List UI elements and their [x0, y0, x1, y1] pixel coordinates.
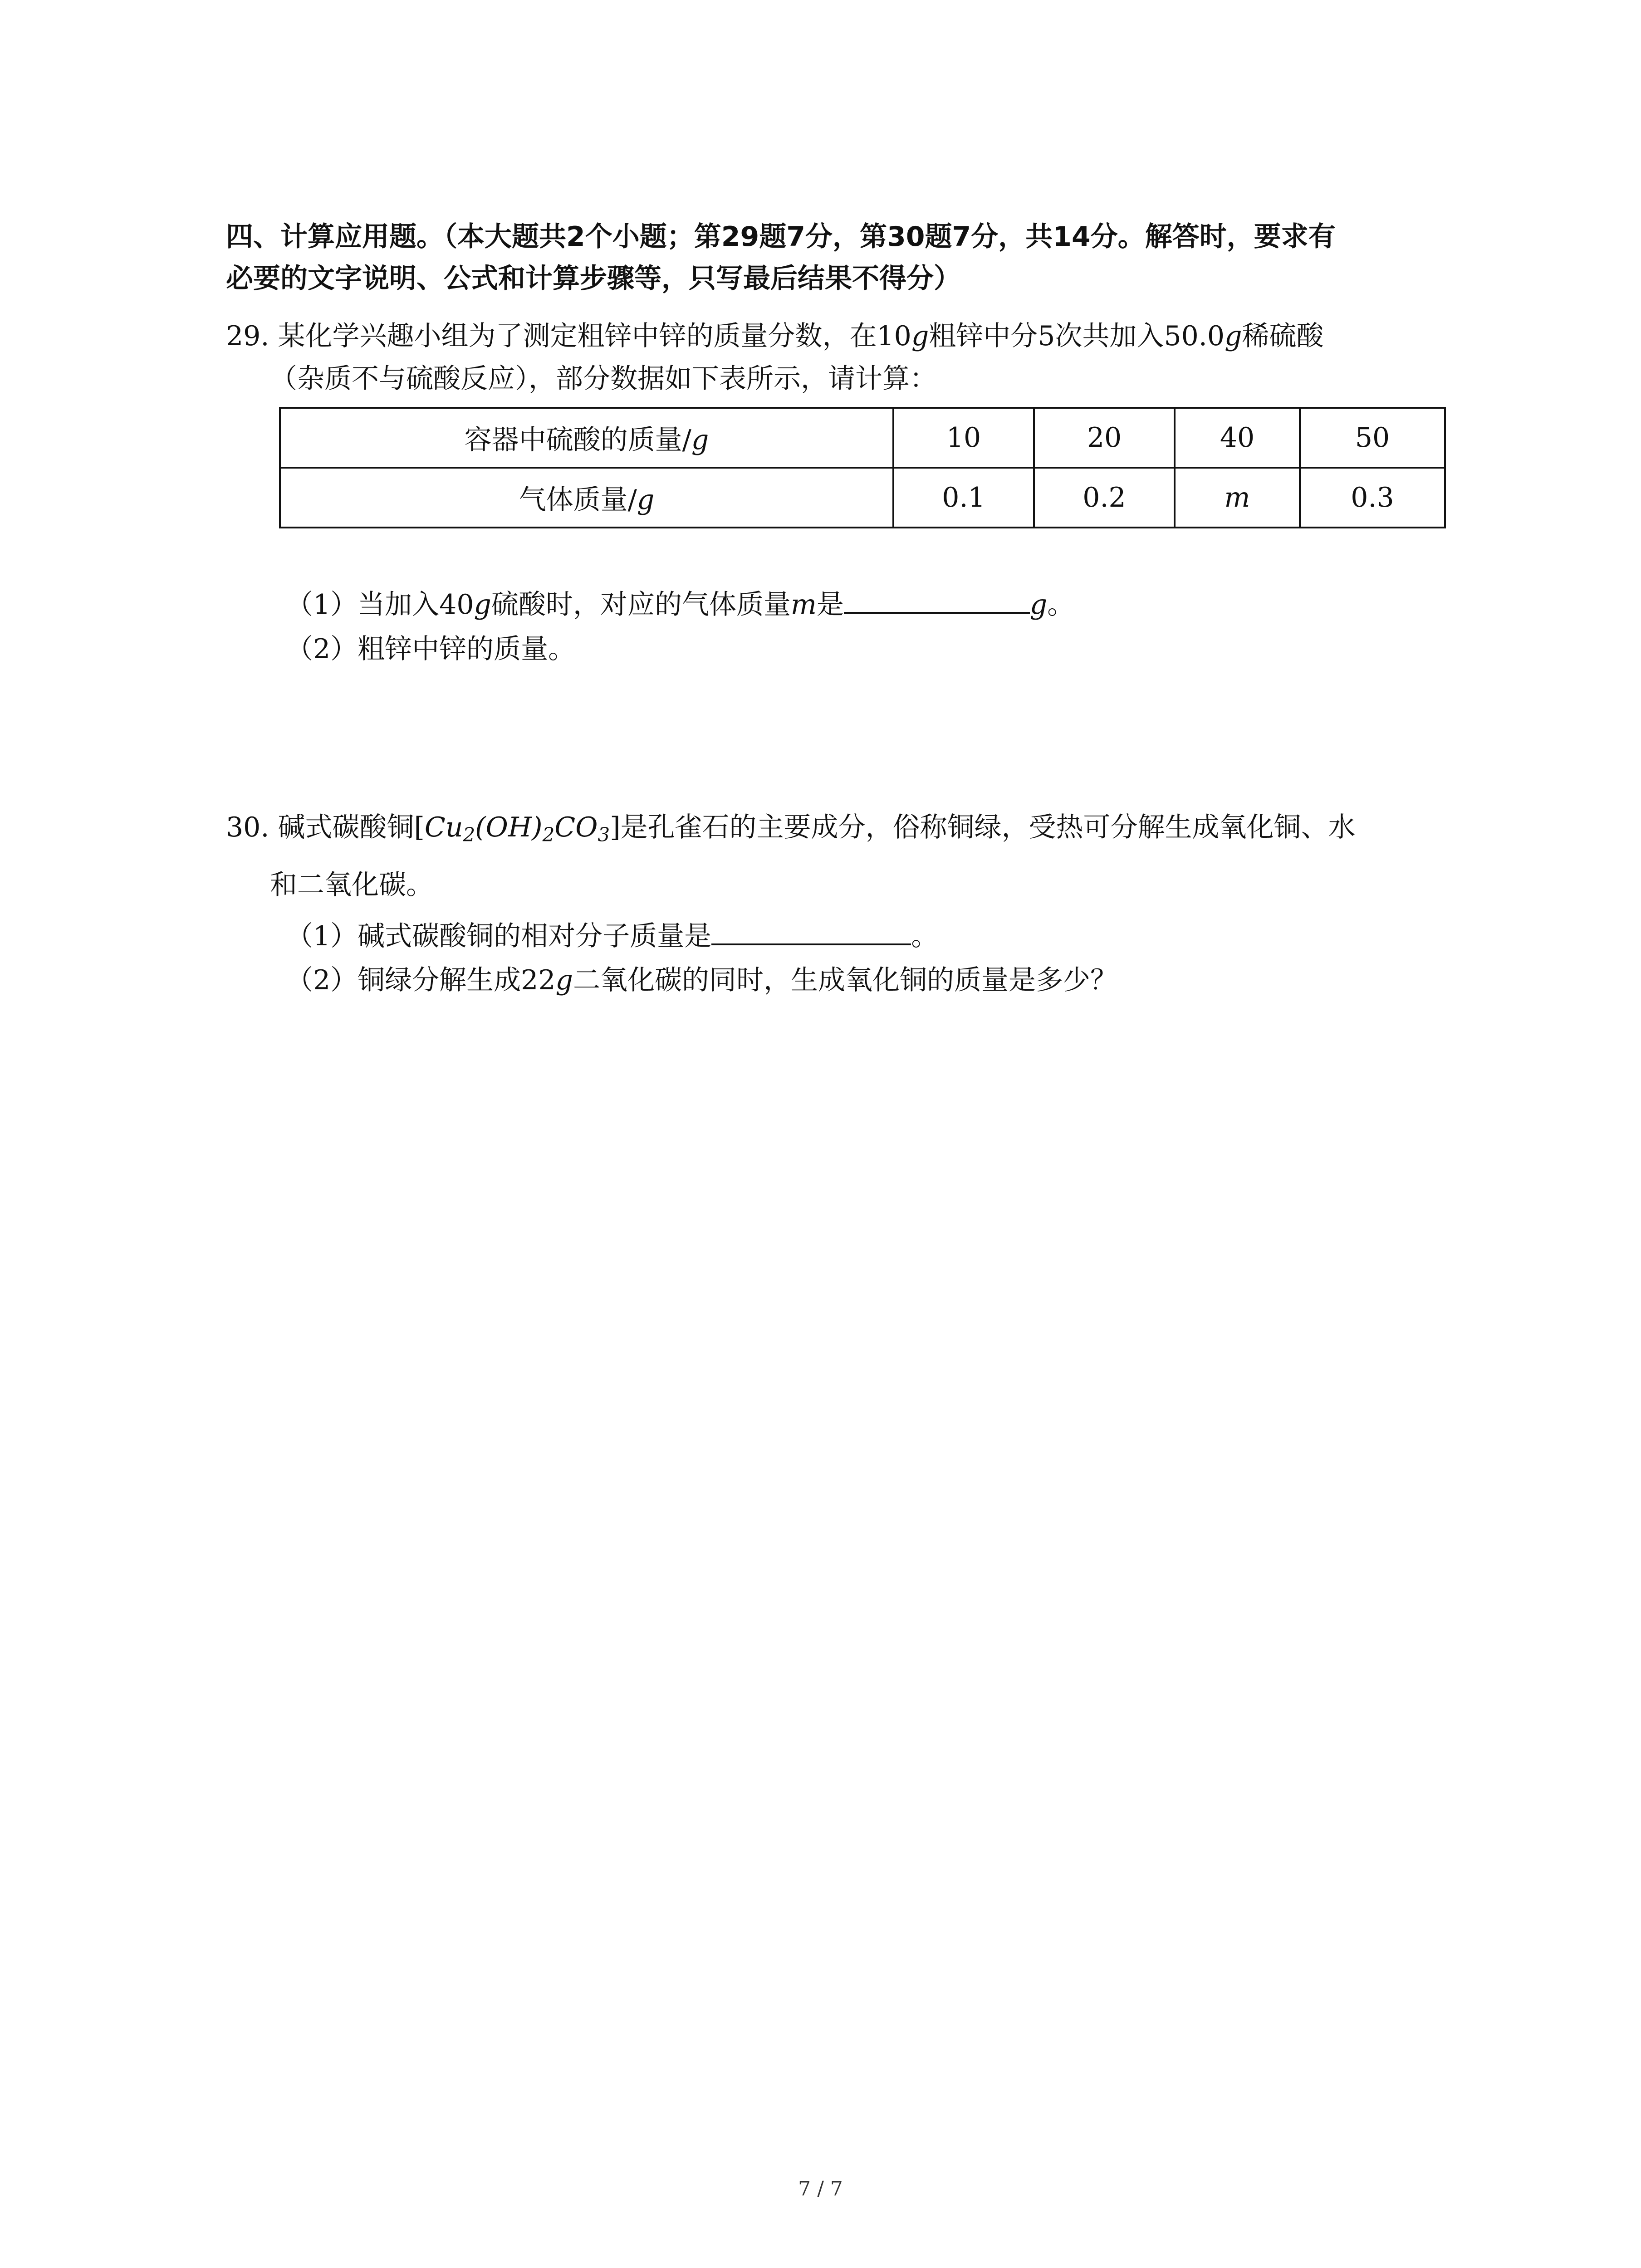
q30-number: 30.	[226, 811, 269, 843]
table-cell: 20	[1034, 408, 1175, 468]
q29-number: 29.	[226, 320, 269, 352]
section-heading-line1: 四、计算应用题。（本大题共2个小题；第29题7分，第30题7分，共14分。解答时，要求有	[226, 221, 1336, 253]
q29-stem-text-a: 某化学兴趣小组为了测定粗锌中锌的质量分数，在10	[278, 320, 911, 352]
table-cell: 0.2	[1034, 468, 1175, 528]
formula: $Cu_2(OH)_2CO_3$	[424, 811, 610, 846]
answer-blank-q29-1[interactable]	[844, 587, 1030, 614]
table-row	[280, 408, 1445, 468]
q30-stem-line2: 和二氧化碳。	[270, 869, 433, 901]
table-cell-unknown-m: m	[1175, 468, 1300, 528]
table-row	[280, 468, 1445, 528]
q30-part2: （2）铜绿分解生成22g二氧化碳的同时，生成氧化铜的质量是多少？	[286, 964, 1117, 996]
q29-stem-line1	[226, 320, 1323, 352]
page-number: 7 / 7	[798, 2177, 843, 2200]
q30-stem-line1: 30. 碱式碳酸铜$[Cu_2(OH)_2CO_3]$是孔雀石的主要成分，俗称铜绿，受热可分解生成氧化铜、水	[226, 811, 1356, 846]
q29-unit-g-2: g	[1225, 320, 1242, 352]
table-row-label-gas-mass: 气体质量/g	[280, 468, 893, 528]
q29-stem-text-c: 稀硫酸	[1242, 320, 1324, 352]
q29-stem-line2: （杂质不与硫酸反应），部分数据如下表所示，请计算：	[270, 363, 937, 395]
q30-part1: （1）碱式碳酸铜的相对分子质量是 。	[286, 919, 938, 953]
answer-blank-q30-1[interactable]	[711, 919, 911, 945]
q29-unit-g: g	[911, 320, 929, 352]
table-cell: 10	[893, 408, 1034, 468]
table-cell: 40	[1175, 408, 1300, 468]
q29-data-table	[279, 407, 1446, 528]
q29-part1: （1）当加入40g硫酸时，对应的气体质量m是 g。	[286, 587, 1074, 621]
q29-stem-text-b: 粗锌中分5次共加入50.0	[929, 320, 1225, 352]
table-cell: 0.3	[1300, 468, 1445, 528]
table-cell: 50	[1300, 408, 1445, 468]
q29-part2: （2）粗锌中锌的质量。	[286, 633, 576, 665]
table-row-label-sulfuric-acid: 容器中硫酸的质量/g	[280, 408, 893, 468]
section-heading-line2: 必要的文字说明、公式和计算步骤等，只写最后结果不得分）	[226, 263, 961, 294]
table-cell: 0.1	[893, 468, 1034, 528]
